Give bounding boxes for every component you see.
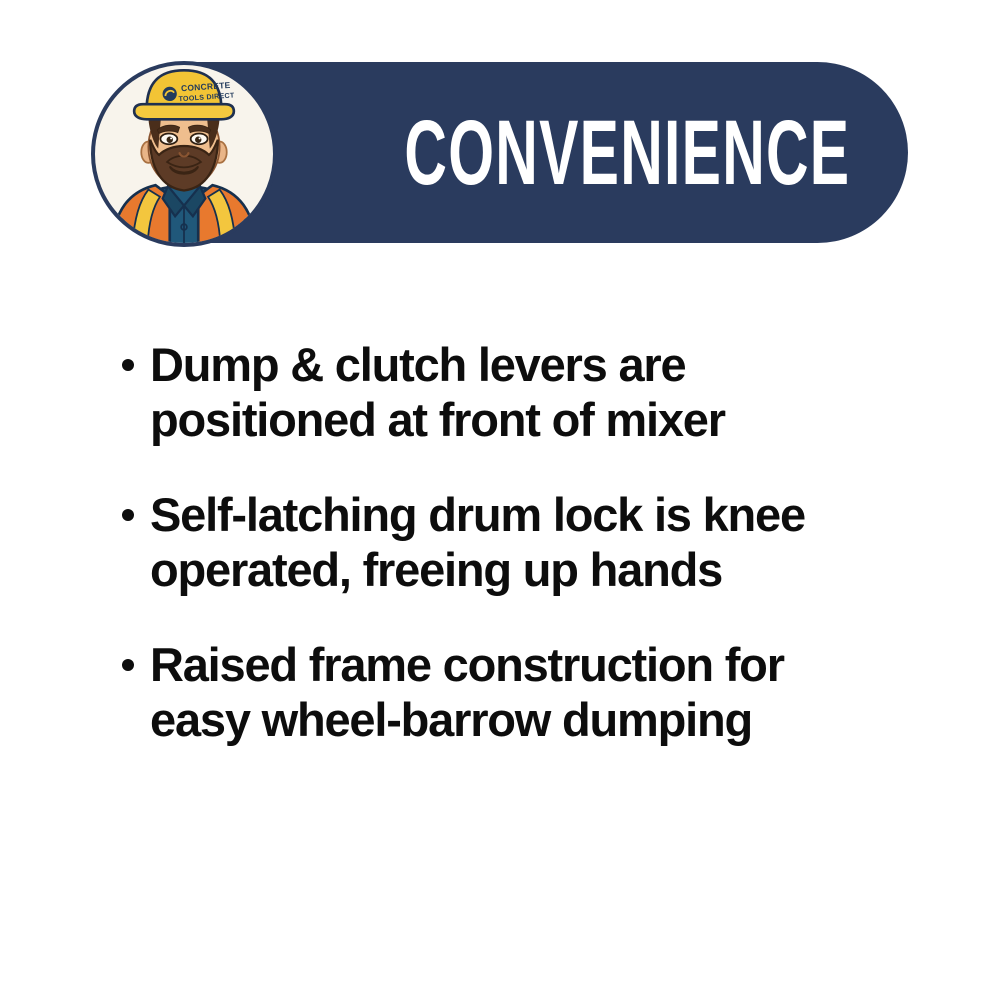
bullet-line: Self-latching drum lock is knee xyxy=(150,488,805,541)
avatar xyxy=(91,61,277,247)
bullet-line: Dump & clutch levers are xyxy=(150,338,686,391)
bullet-icon xyxy=(122,359,134,371)
bullet-line: easy wheel-barrow dumping xyxy=(150,693,753,746)
bullet-line: positioned at front of mixer xyxy=(150,393,725,446)
bullet-text xyxy=(150,487,805,597)
bullet-line: Raised frame construction for xyxy=(150,638,784,691)
feature-list xyxy=(122,337,882,787)
list-item xyxy=(122,487,882,597)
bullet-line: operated, freeing up hands xyxy=(150,543,723,596)
mascot-illustration xyxy=(95,65,273,243)
bullet-icon xyxy=(122,509,134,521)
list-item xyxy=(122,337,882,447)
bullet-text xyxy=(150,337,725,447)
bullet-icon xyxy=(122,659,134,671)
bullet-text xyxy=(150,637,784,747)
banner-title-wrap xyxy=(279,101,1000,204)
hard-hat xyxy=(134,70,235,119)
list-item xyxy=(122,637,882,747)
hat-text-line2: TOOLS DIRECT xyxy=(178,91,235,104)
hat-text-line1: CONCRETE xyxy=(180,79,231,94)
page-title: CONVENIENCE xyxy=(404,101,851,204)
